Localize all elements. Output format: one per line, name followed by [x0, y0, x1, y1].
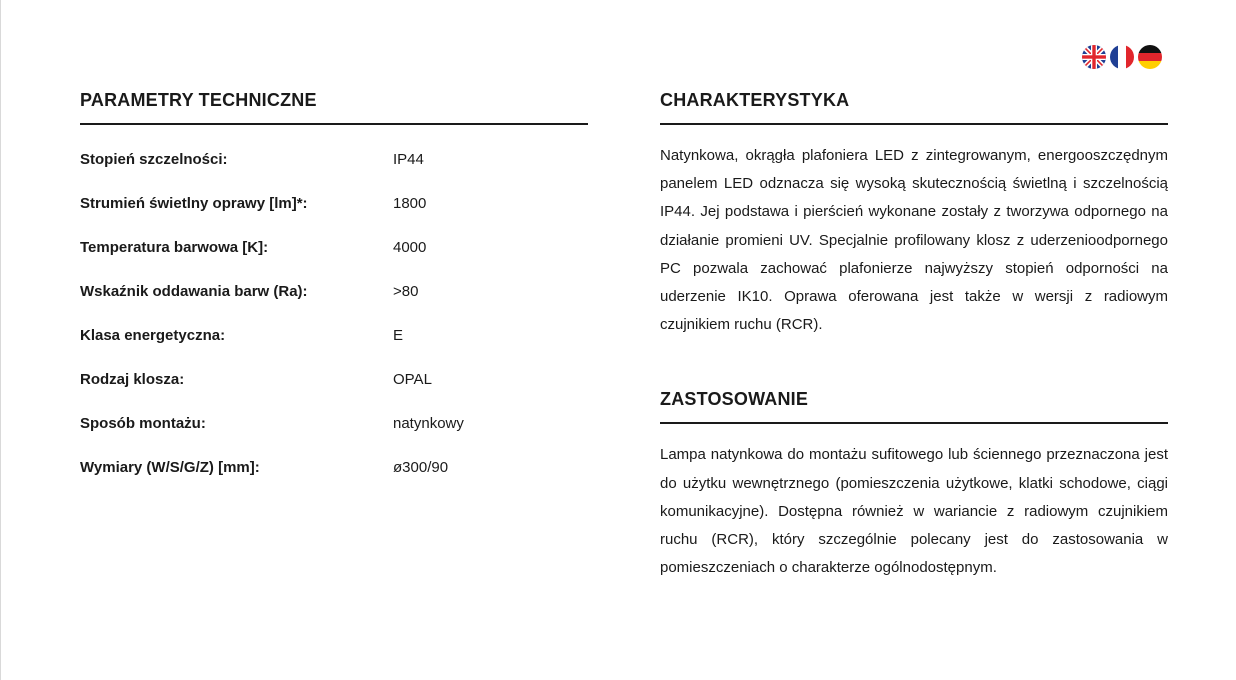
- spec-label: Sposób montażu:: [80, 415, 206, 432]
- spec-row: [80, 280, 588, 324]
- spec-value: 4000: [393, 239, 427, 256]
- spec-row: [80, 368, 588, 412]
- characteristics-section: [660, 88, 1168, 339]
- english-flag-icon[interactable]: [1082, 45, 1106, 69]
- spec-label: Wymiary (W/S/G/Z) [mm]:: [80, 459, 260, 476]
- spec-value: natynkowy: [393, 415, 464, 432]
- spec-label: Klasa energetyczna:: [80, 327, 226, 344]
- spec-row: [80, 148, 588, 192]
- characteristics-text: Natynkowa, okrągła plafoniera LED z zintegrowanym, energooszczędnym panelem LED odznacza się wysoką skutecznością świetlną i szczelnością IP44. Jej podstawa i pierścień wykonane zostały z tworzywa odpornego na działanie promieni UV. Specjalnie profilowany klosz z uderzenioodpornego PC pozwala zachować plafonierze najwyższy stopień odporności na uderzenie IK10. Oprawa oferowana jest także w wersji z radiowym czujnikiem ruchu (RCR).: [660, 147, 1168, 334]
- spec-row: [80, 412, 588, 456]
- spec-label: Stopień szczelności:: [80, 151, 228, 168]
- spec-row: [80, 324, 588, 368]
- german-flag-icon[interactable]: [1138, 45, 1162, 69]
- spec-value: OPAL: [393, 371, 432, 388]
- spec-label: Rodzaj klosza:: [80, 371, 185, 388]
- spec-label: Wskaźnik oddawania barw (Ra):: [80, 283, 308, 300]
- description-column: [660, 88, 1168, 597]
- application-title: ZASTOSOWANIE: [660, 387, 1168, 424]
- spec-row: [80, 192, 588, 236]
- spec-value: 1800: [393, 195, 427, 212]
- application-section: [660, 387, 1168, 582]
- language-switcher: [1082, 45, 1162, 69]
- application-text: Lampa natynkowa do montażu sufitowego lub ściennego przeznaczona jest do użytku wewnętrznego (pomieszczenia użytkowe, klatki schodowe, ciągi komunikacyjne). Dostępna również w wariancie z radiowym czujnikiem ruchu (RCR), który szczególnie polecany jest do zastosowania w pomieszczeniach o charakterze ogólnodostępnym.: [660, 446, 1168, 577]
- technical-parameters-title: PARAMETRY TECHNICZNE: [80, 88, 588, 125]
- spec-value: >80: [393, 283, 419, 300]
- spec-value: ø300/90: [393, 459, 449, 476]
- spec-row: [80, 236, 588, 280]
- french-flag-icon[interactable]: [1110, 45, 1134, 69]
- technical-parameters-section: [80, 88, 588, 500]
- spec-row: [80, 456, 588, 500]
- spec-value: IP44: [393, 151, 424, 168]
- spec-list: [80, 148, 588, 500]
- spec-label: Temperatura barwowa [K]:: [80, 239, 269, 256]
- spec-value: E: [393, 327, 404, 344]
- spec-label: Strumień świetlny oprawy [lm]*:: [80, 195, 308, 212]
- characteristics-title: CHARAKTERYSTYKA: [660, 88, 1168, 125]
